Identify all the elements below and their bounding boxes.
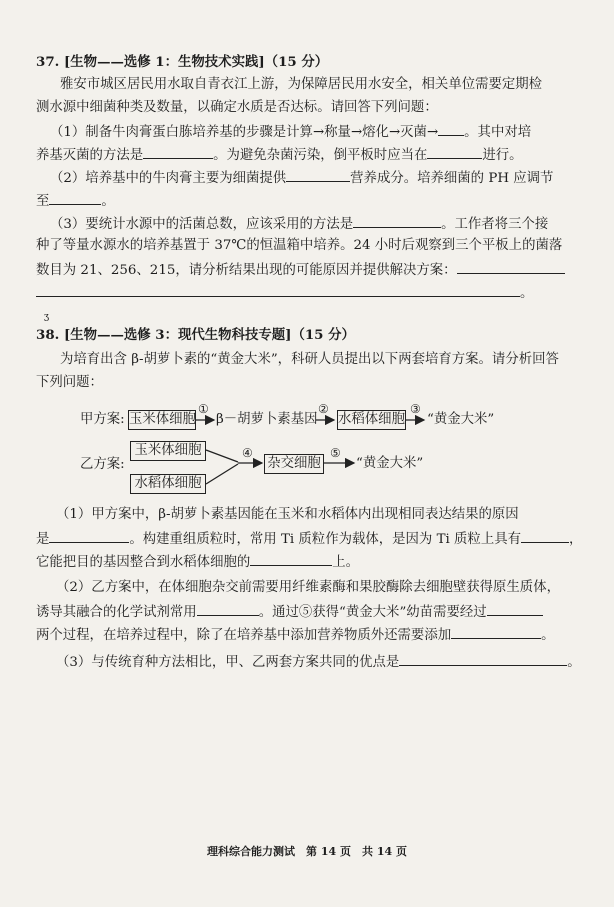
plan-b-rice-cell-box: 水稻体细胞: [130, 474, 206, 494]
q37-heading: 37. [生物——选修 1：生物技术实践]（15 分）: [36, 54, 329, 70]
q38-p1-d: ，: [569, 532, 583, 547]
plan-a-corn-cell-box: 玉米体细胞: [128, 410, 196, 430]
plan-a-rice-cell-box: 水稻体细胞: [337, 410, 406, 430]
plan-b-label: 乙方案:: [80, 457, 125, 472]
q37-p3-d: 数目为 21、256、215，请分析结果出现的可能原因并提供解决方案：: [36, 263, 457, 278]
step-3-label: ③: [410, 402, 421, 416]
q38-blank-3: [250, 551, 332, 566]
q38-part1-line1: （1）甲方案中，β-胡萝卜素基因能在玉米和水稻体内出现相同表达结果的原因: [56, 507, 519, 522]
step-1-label: ①: [198, 402, 209, 416]
merge-line-top: [206, 450, 238, 462]
plan-b-hybrid-cell-box: 杂交细胞: [264, 454, 324, 474]
q37-p3-e: 。: [520, 286, 534, 301]
plan-b-corn-cell-box: 玉米体细胞: [130, 441, 206, 461]
q37-p1-d: 。为避免杂菌污染，倒平板时应当在: [213, 148, 428, 163]
q38-part2-line3: [36, 624, 555, 646]
q37-intro-1: 雅安市城区居民用水取自青衣江上游，为保障居民用水安全，相关单位需要定期检: [60, 77, 543, 92]
q38-p3-a: （3）与传统育种方法相比，甲、乙两套方案共同的优点是: [56, 655, 400, 670]
q38-part1-line2: [36, 528, 582, 550]
step-4-label: ④: [242, 446, 253, 460]
q38-heading: 38. [生物——选修 3：现代生物科技专题]（15 分）: [36, 327, 355, 343]
q38-blank-4: [197, 601, 259, 616]
q38-p1-f: 上。: [332, 555, 360, 570]
q37-intro-2: 测水源中细菌种类及数量，以确定水质是否达标。请回答下列问题：: [36, 100, 438, 115]
q38-intro-2: 下列问题：: [36, 375, 103, 390]
q38-p2-b: 诱导其融合的化学试剂常用: [36, 605, 197, 620]
q38-p1-e: 它能把目的基因整合到水稻体细胞的: [36, 555, 251, 570]
q37-p2-b: 营养成分。培养细菌的 PH 应调节: [350, 171, 554, 186]
merge-line-bottom: [206, 464, 238, 484]
q38-p2-e: 。: [541, 628, 555, 643]
q38-intro-1: 为培育出含 β-胡萝卜素的“黄金大米”，科研人员提出以下两套培育方案。请分析回答: [60, 352, 559, 367]
step-5-label: ⑤: [330, 446, 341, 460]
q38-blank-7: [399, 651, 567, 666]
q38-p1-b: 是: [36, 532, 50, 547]
plan-a-label: 甲方案:: [80, 412, 125, 427]
q38-blank-2: [521, 528, 569, 543]
q38-part1-line3: [36, 551, 359, 573]
step-2-label: ②: [318, 402, 329, 416]
q38-p2-d: 两个过程，在培养过程中，除了在培养基中添加营养物质外还需要添加: [36, 628, 452, 643]
q37-p3-a: （3）要统计水源中的活菌总数，应该采用的方法是: [50, 217, 354, 232]
q38-part2-line2: [36, 601, 543, 623]
plan-a-result: “黄金大米”: [427, 412, 495, 427]
q37-p2-c: 至: [36, 194, 50, 209]
q38-p2-c: 。通过⑤获得“黄金大米”幼苗需要经过: [258, 605, 487, 620]
q38-part2-line1: （2）乙方案中，在体细胞杂交前需要用纤维素酶和果胶酶除去细胞壁获得原生质体，: [56, 580, 560, 595]
q37-p1-b: 。其中对培: [464, 125, 532, 140]
q38-p1-c: 。构建重组质粒时，常用 Ti 质粒作为载体，是因为 Ti 质粒上具有: [129, 532, 521, 547]
q37-p3-b: 。工作者将三个接: [441, 217, 549, 232]
stray-mark: ʒ: [44, 312, 50, 322]
q37-p1-e: 进行。: [482, 148, 523, 163]
q37-part3-line2: 种了等量水源水的培养基置于 37℃的恒温箱中培养。24 小时后观察到三个平板上的菌落: [36, 238, 563, 253]
q37-p1-c: 养基灭菌的方法是: [36, 148, 144, 163]
q38-blank-5: [487, 601, 543, 616]
q38-p3-b: 。: [567, 655, 581, 670]
plan-b-result: “黄金大米”: [356, 456, 424, 471]
q37-p2-a: （2）培养基中的牛肉膏主要为细菌提供: [50, 171, 287, 186]
q38-part3-line1: [56, 651, 581, 673]
q38-blank-6: [451, 624, 541, 639]
q37-p1-a: （1）制备牛肉膏蛋白胨培养基的步骤是计算→称量→熔化→灭菌→: [50, 125, 439, 140]
plan-a-gene: β－胡萝卜素基因: [216, 412, 318, 427]
page-footer: 理科综合能力测试 第 14 页 共 14 页: [207, 845, 407, 858]
q38-blank-1: [49, 528, 129, 543]
q37-p2-d: 。: [101, 194, 115, 209]
